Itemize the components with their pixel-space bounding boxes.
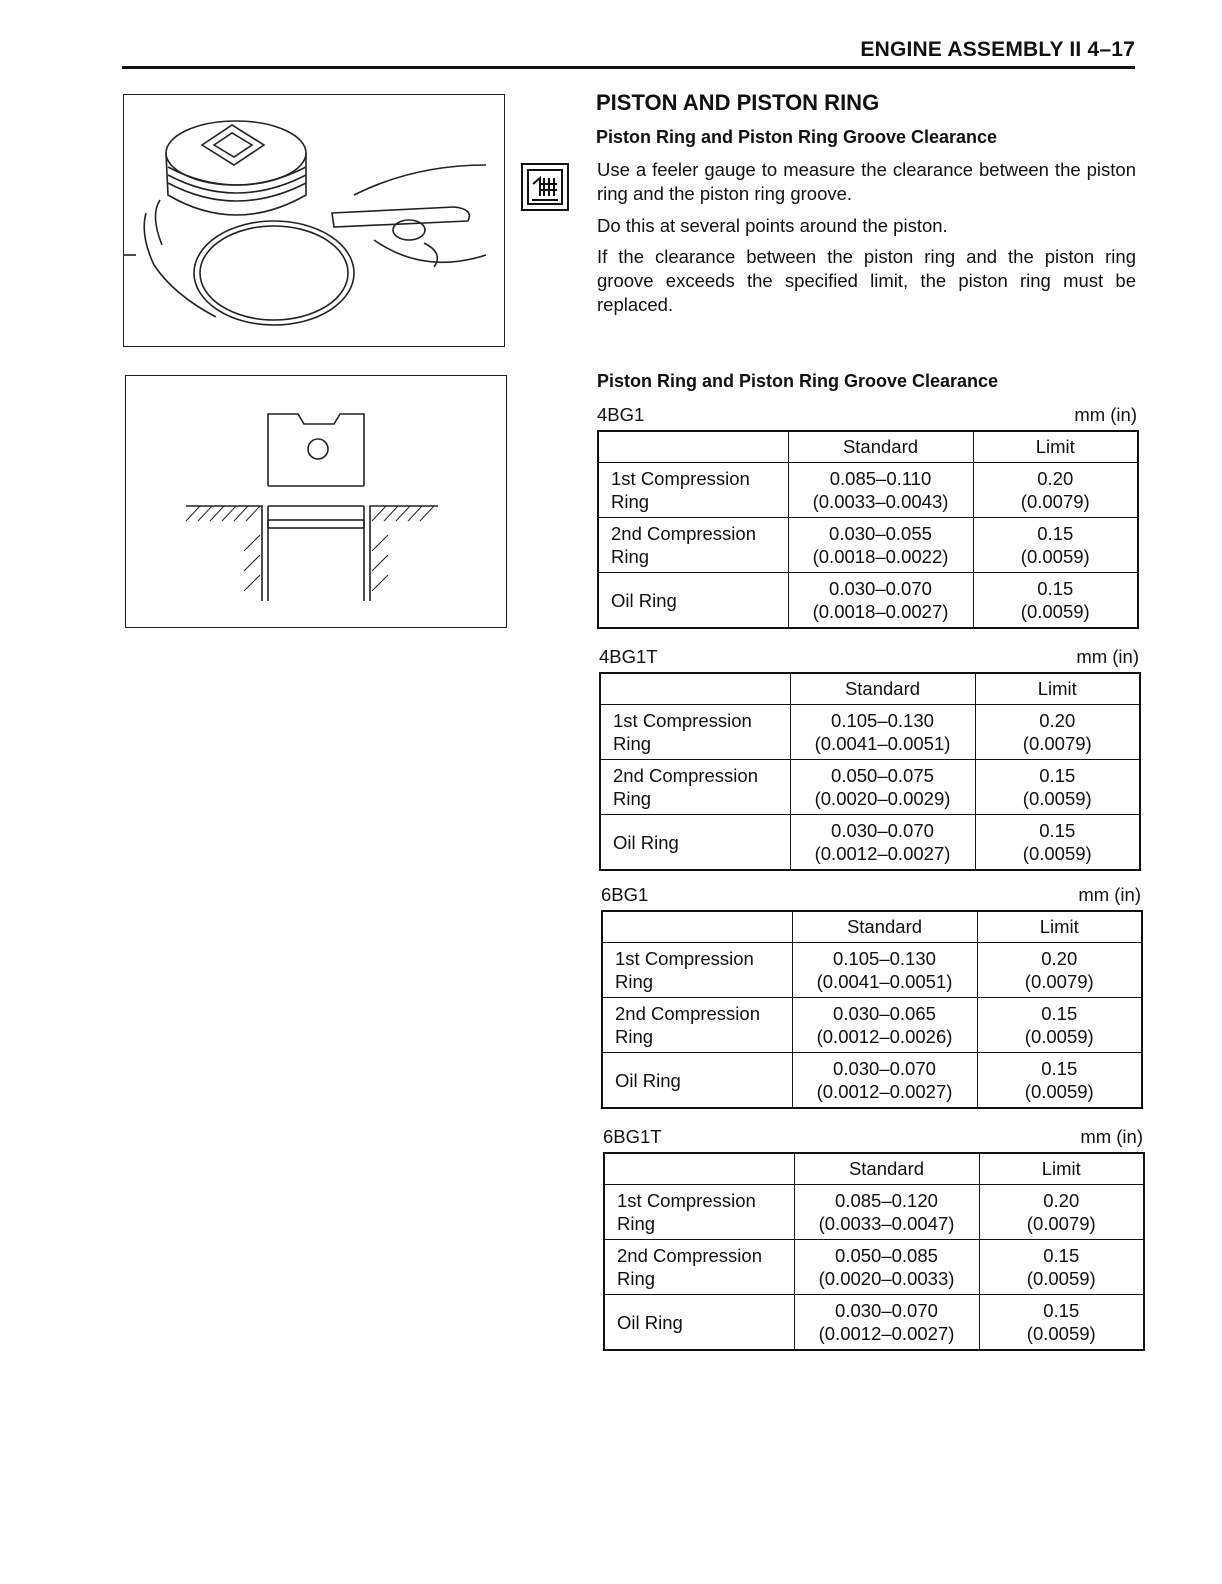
standard-value: 0.030–0.070 (0.0012–0.0027) (794, 1295, 979, 1351)
ring-name: 1st Compression Ring (602, 943, 792, 998)
limit-value: 0.15 (0.0059) (973, 573, 1138, 629)
column-header-blank (598, 431, 788, 463)
standard-value: 0.050–0.085 (0.0020–0.0033) (794, 1240, 979, 1295)
instruction-paragraph-3: If the clearance between the piston ring and the piston ring groove exceeds the specified limit, the piston ring must be replaced. (597, 246, 1136, 315)
ring-name: 2nd Compression Ring (602, 998, 792, 1053)
ring-name: 1st Compression Ring (600, 705, 790, 760)
standard-value: 0.030–0.070 (0.0012–0.0027) (792, 1053, 977, 1109)
ring-name: 1st Compression Ring (598, 463, 788, 518)
table-row (600, 760, 1140, 815)
column-header-limit: Limit (973, 431, 1138, 463)
column-header-blank (602, 911, 792, 943)
limit-value: 0.15 (0.0059) (979, 1240, 1144, 1295)
table-row (598, 573, 1138, 629)
ring-name: 1st Compression Ring (604, 1185, 794, 1240)
engine-table-4bg1t (599, 644, 1139, 871)
table-row (604, 1295, 1144, 1351)
table-row (602, 943, 1142, 998)
limit-value: 0.15 (0.0059) (975, 815, 1140, 871)
standard-value: 0.105–0.130 (0.0041–0.0051) (792, 943, 977, 998)
limit-value: 0.20 (0.0079) (979, 1185, 1144, 1240)
engine-model-label: 6BG1 (601, 884, 649, 905)
clearance-table (603, 1152, 1145, 1351)
column-header-blank (604, 1153, 794, 1185)
ring-name: Oil Ring (600, 815, 790, 871)
unit-label: mm (in) (1076, 646, 1139, 667)
piston-ring-groove-cross-section (125, 375, 507, 628)
table-row (604, 1240, 1144, 1295)
standard-value: 0.085–0.120 (0.0033–0.0047) (794, 1185, 979, 1240)
limit-value: 0.15 (0.0059) (975, 760, 1140, 815)
ring-name: Oil Ring (604, 1295, 794, 1351)
ring-name: Oil Ring (602, 1053, 792, 1109)
limit-value: 0.15 (0.0059) (977, 998, 1142, 1053)
section-subheading: Piston Ring and Piston Ring Groove Clearance (596, 127, 998, 147)
limit-value: 0.15 (0.0059) (977, 1053, 1142, 1109)
table-row (600, 705, 1140, 760)
ring-name: 2nd Compression Ring (604, 1240, 794, 1295)
limit-value: 0.20 (0.0079) (973, 463, 1138, 518)
table-row (602, 998, 1142, 1053)
limit-value: 0.15 (0.0059) (973, 518, 1138, 573)
table-row (604, 1185, 1144, 1240)
page-header-title: ENGINE ASSEMBLY II 4–17 (860, 38, 1135, 61)
standard-value: 0.050–0.075 (0.0020–0.0029) (790, 760, 975, 815)
table-row (598, 518, 1138, 573)
clearance-table (597, 430, 1139, 629)
standard-value: 0.105–0.130 (0.0041–0.0051) (790, 705, 975, 760)
unit-label: mm (in) (1080, 1126, 1143, 1147)
instruction-paragraph-2: Do this at several points around the piston. (597, 215, 948, 236)
engine-table-4bg1 (597, 402, 1137, 629)
engine-table-6bg1 (601, 882, 1141, 1109)
engine-model-label: 6BG1T (603, 1126, 662, 1147)
instruction-paragraph-1: Use a feeler gauge to measure the clearance between the piston ring and the piston ring groove. (597, 159, 1136, 204)
unit-label: mm (in) (1078, 884, 1141, 905)
column-header-limit: Limit (977, 911, 1142, 943)
limit-value: 0.20 (0.0079) (975, 705, 1140, 760)
column-header-standard: Standard (790, 673, 975, 705)
engine-model-label: 4BG1T (599, 646, 658, 667)
standard-value: 0.030–0.070 (0.0012–0.0027) (790, 815, 975, 871)
engine-model-label: 4BG1 (597, 404, 645, 425)
ring-name: 2nd Compression Ring (598, 518, 788, 573)
engine-table-6bg1t (603, 1124, 1143, 1351)
column-header-blank (600, 673, 790, 705)
standard-value: 0.030–0.070 (0.0018–0.0027) (788, 573, 973, 629)
clearance-table (601, 910, 1143, 1109)
standard-value: 0.085–0.110 (0.0033–0.0043) (788, 463, 973, 518)
column-header-standard: Standard (788, 431, 973, 463)
feeler-gauge-icon (520, 162, 570, 212)
standard-value: 0.030–0.055 (0.0018–0.0022) (788, 518, 973, 573)
clearance-table (599, 672, 1141, 871)
section-title: PISTON AND PISTON RING (596, 90, 880, 115)
header-rule (122, 66, 1135, 69)
clearance-table-heading: Piston Ring and Piston Ring Groove Clearance (597, 371, 999, 391)
standard-value: 0.030–0.065 (0.0012–0.0026) (792, 998, 977, 1053)
table-row (602, 1053, 1142, 1109)
ring-name: 2nd Compression Ring (600, 760, 790, 815)
piston-ring-feeler-gauge-illustration (123, 94, 505, 347)
column-header-limit: Limit (979, 1153, 1144, 1185)
limit-value: 0.15 (0.0059) (979, 1295, 1144, 1351)
table-row (600, 815, 1140, 871)
ring-name: Oil Ring (598, 573, 788, 629)
column-header-standard: Standard (792, 911, 977, 943)
limit-value: 0.20 (0.0079) (977, 943, 1142, 998)
table-row (598, 463, 1138, 518)
column-header-limit: Limit (975, 673, 1140, 705)
unit-label: mm (in) (1074, 404, 1137, 425)
column-header-standard: Standard (794, 1153, 979, 1185)
